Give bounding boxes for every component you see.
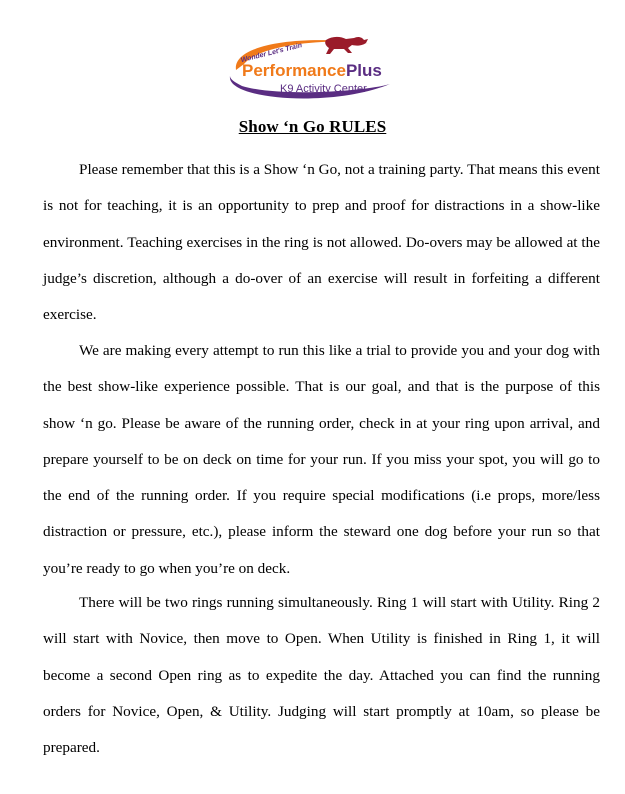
logo-brand-first: Performance <box>242 61 346 80</box>
logo <box>222 30 400 106</box>
paragraph-2: We are making every attempt to run this like a trial to provide you and your dog with the best show-like experience possible. That is our goal, and that is the purpose of this show ‘n go. Please be aware of the running order, check in at your ring upon arrival, and prepare yourself to be on deck on time for your run. If you miss your spot, you will go to the end of the running order. If you require special modifications (i.e props, more/less distraction or pressure, etc.), please inform the steward one dog before your run so that you’re ready to go when you’re on deck. <box>43 342 600 577</box>
logo-subtitle: K9 Activity Center <box>280 83 367 95</box>
logo-tagline: Wonder Let's Train <box>240 42 303 65</box>
paragraph-1: Please remember that this is a Show ‘n Go, not a training party. That means this event is not for teaching, it is an opportunity to prep and proof for distractions in a show-like environment. Teaching exercises in the ring is not allowed. Do-overs may be allowed at the judge’s discretion, although a do-over of an exercise will result in forfeiting a different exercise. <box>43 161 600 324</box>
page-title: Show ‘n Go RULES <box>238 117 387 136</box>
svg-text:PerformancePlus <box>242 61 382 80</box>
dog-silhouette-icon <box>325 37 368 54</box>
paragraph-3: There will be two rings running simultaneously. Ring 1 will start with Utility. Ring 2 will start with Novice, then move to Open. When Utility is finished in Ring 1, it will become a second Open ring as to expedite the day. Attached you can find the running orders for Novice, Open, & Utility. Judging will start promptly at 10am, so please be prepared. <box>43 594 600 757</box>
logo-brand-second: Plus <box>345 61 382 80</box>
